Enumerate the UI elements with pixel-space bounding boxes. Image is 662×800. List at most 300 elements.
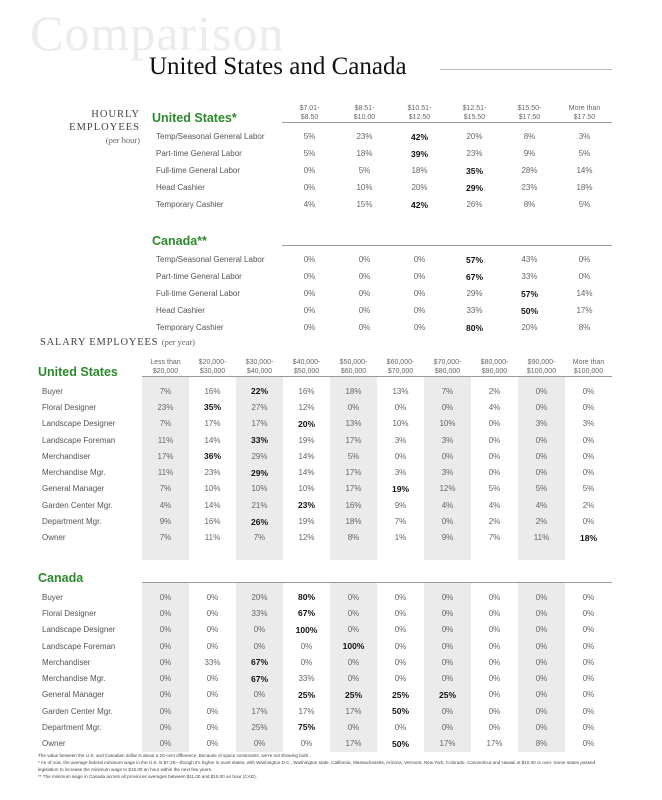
table-cell: 3% [578,132,591,141]
row-label: Part-time General Labor [156,272,242,281]
table-cell [392,196,447,213]
table-cell: 10% [298,484,315,494]
row-label: Buyer [42,592,63,602]
column-header [565,560,612,583]
table-cell: 0% [518,654,565,670]
table-cell: 5% [330,448,377,464]
table-cell: 0% [488,641,501,651]
table-cell: 0% [413,323,426,332]
table-cell: 20% [521,323,538,332]
table-cell: 11% [204,533,221,543]
column-header [471,560,518,583]
us-section-title: United States [38,365,118,379]
table-row [38,481,612,497]
table-cell [283,719,330,735]
table-cell: 7% [142,416,189,432]
column-header: $90,000- $100,000 [526,359,557,375]
footnotes [38,752,614,780]
table-cell: 3% [394,468,407,478]
table-cell: 33% [298,674,315,684]
table-cell: 0% [142,670,189,686]
table-cell: 0% [394,641,407,651]
us-section-title: United States* [152,111,237,125]
table-cell: 0% [578,255,591,264]
row-label: Merchandiser [42,451,91,461]
row-label: Department Mgr. [42,722,102,732]
table-cell: 0% [413,306,426,315]
table-row [38,654,612,670]
table-cell [377,703,424,719]
table-cell: 0% [303,323,316,332]
table-cell: 10% [236,481,283,497]
ca-section-title: Canada [38,570,84,585]
table-cell: 0% [303,166,316,175]
table-cell: 14% [298,468,315,478]
table-cell: 27% [236,399,283,415]
column-header [282,223,337,246]
highlight-value: 75% [297,722,315,733]
table-cell: 0% [488,706,501,716]
table-cell: 0% [582,706,595,716]
hourly-label-sub: (per hour) [105,135,140,145]
table-cell: 14% [576,166,593,175]
table-cell: 0% [424,670,471,686]
row-label: Part-time General Labor [156,149,242,158]
table-cell: 0% [488,674,501,684]
table-cell: 0% [518,383,565,399]
table-row [38,589,612,605]
highlight-value: 50% [391,706,409,717]
table-cell: 0% [582,641,595,651]
table-cell: 5% [303,132,316,141]
table-cell: 23% [204,468,221,478]
table-row [38,448,612,464]
table-cell: 0% [582,722,595,732]
column-header [142,560,189,583]
row-label: General Manager [42,484,105,494]
table-cell: 7% [142,481,189,497]
table-cell: 4% [488,402,501,412]
table-cell: 0% [300,657,313,667]
column-header: $40,000- $50,000 [292,359,321,375]
gap-cell [330,546,377,560]
table-cell: 43% [521,255,538,264]
table-row [38,530,612,546]
ca-header-row [152,223,612,246]
table-cell: 4% [142,497,189,513]
table-cell: 0% [582,657,595,667]
table-cell: 7% [142,383,189,399]
table-cell: 0% [413,255,426,264]
gap-cell [38,546,142,560]
table-cell: 23% [466,149,483,158]
table-cell [392,128,447,145]
column-header [189,560,236,583]
table-cell [447,268,502,285]
salary-table [38,354,612,752]
highlight-value: 57% [520,288,538,299]
ca-section-title: Canada** [152,234,207,248]
table-cell [189,448,236,464]
table-cell: 0% [394,674,407,684]
table-cell: 0% [582,386,595,396]
table-cell: 0% [206,674,219,684]
table-cell: 8% [523,200,536,209]
highlight-value: 50% [520,305,538,316]
table-cell: 0% [424,638,471,654]
table-cell: 33% [236,605,283,621]
table-cell: 0% [206,706,219,716]
table-cell: 20% [411,183,428,192]
column-header [518,560,565,583]
table-cell: 9% [424,530,471,546]
table-cell: 5% [518,481,565,497]
gap-cell [189,546,236,560]
table-cell: 11% [518,530,565,546]
table-cell: 0% [582,625,595,635]
table-cell: 0% [488,592,501,602]
table-cell [502,285,557,302]
table-cell: 5% [358,166,371,175]
table-cell: 0% [518,719,565,735]
row-label: Merchandiser [42,657,91,667]
table-cell: 0% [394,722,407,732]
highlight-value: 42% [410,131,428,142]
highlight-value: 33% [250,435,268,446]
title-rule [440,69,612,70]
table-row [152,179,612,196]
table-cell: 0% [488,468,501,478]
table-cell: 0% [582,517,595,527]
table-cell: 0% [206,625,219,635]
table-cell: 0% [394,592,407,602]
table-cell: 23% [521,183,538,192]
table-row [38,622,612,638]
table-cell: 13% [330,416,377,432]
table-row [38,383,612,399]
table-cell [236,513,283,529]
table-cell: 7% [488,533,501,543]
table-cell [236,383,283,399]
row-label: Buyer [42,386,63,396]
table-cell: 3% [424,464,471,480]
column-header [392,223,447,246]
table-cell: 0% [303,183,316,192]
highlight-value: 18% [579,532,597,543]
salary-section-label [40,337,195,348]
highlight-value: 39% [410,148,428,159]
table-cell: 0% [206,592,219,602]
table-cell: 0% [330,605,377,621]
table-row [38,464,612,480]
table-cell: 0% [518,432,565,448]
table-cell: 0% [582,608,595,618]
table-cell: 18% [411,166,428,175]
table-cell: 29% [466,289,483,298]
row-label: Owner [42,739,66,749]
table-cell: 0% [142,719,189,735]
table-cell: 18% [356,149,373,158]
table-row [152,319,612,336]
row-label: Temp/Seasonal General Labor [156,132,265,141]
highlight-value: 80% [297,592,315,603]
table-cell: 17% [330,481,377,497]
highlight-value: 100% [295,624,318,635]
column-header [236,560,283,583]
table-row [152,302,612,319]
table-cell: 0% [303,255,316,264]
salary-label-sub: (per year) [161,337,196,347]
row-label: Landscape Foreman [42,435,116,445]
table-row [152,162,612,179]
table-cell: 14% [204,500,221,510]
table-cell: 0% [358,255,371,264]
table-cell: 0% [582,674,595,684]
table-cell: 17% [330,703,377,719]
table-cell: 18% [576,183,593,192]
table-cell: 0% [424,589,471,605]
table-cell: 9% [394,500,407,510]
gap-cell [424,546,471,560]
table-cell: 18% [330,383,377,399]
table-cell: 0% [578,272,591,281]
table-cell: 8% [330,530,377,546]
spacer-cell [152,213,282,223]
table-cell: 0% [582,435,595,445]
highlight-value: 25% [438,689,456,700]
row-label: Temporary Cashier [156,323,224,332]
table-cell: 0% [330,670,377,686]
column-header [502,223,557,246]
table-cell: 3% [394,435,407,445]
row-label: Merchandise Mgr. [42,468,106,478]
table-row [38,399,612,415]
row-label: Garden Center Mgr. [42,500,113,510]
column-header: $30,000- $40,000 [245,359,274,375]
table-cell [283,416,330,432]
row-label: Owner [42,533,66,543]
table-cell: 0% [488,690,501,700]
highlight-value: 25% [344,689,362,700]
table-cell: 0% [142,687,189,703]
table-cell: 0% [236,736,283,752]
column-header: $50,000- $60,000 [339,359,368,375]
gap-cell [518,546,565,560]
table-row [38,513,612,529]
highlight-value: 20% [297,418,315,429]
table-cell: 0% [358,306,371,315]
table-cell: 14% [298,451,315,461]
table-cell: 0% [518,464,565,480]
table-cell: 26% [466,200,483,209]
table-cell: 0% [300,739,313,749]
table-cell: 17% [204,419,221,429]
table-cell: 0% [330,622,377,638]
column-header: $80,000- $90,000 [480,359,509,375]
gap-cell [142,546,189,560]
row-label: Head Cashier [156,183,205,192]
row-label: Merchandise Mgr. [42,674,106,684]
table-cell: 7% [236,530,283,546]
row-label: Temporary Cashier [156,200,224,209]
table-cell: 12% [424,481,471,497]
table-cell: 25% [236,719,283,735]
table-cell [283,687,330,703]
table-row [38,687,612,703]
table-cell [392,145,447,162]
gap-cell [565,546,612,560]
table-cell [236,670,283,686]
table-cell: 0% [303,289,316,298]
row-label: Landscape Designer [42,419,116,429]
table-cell: 12% [298,402,315,412]
page-title: United States and Canada [149,53,407,80]
row-label: Landscape Designer [42,625,116,635]
highlight-value: 29% [250,467,268,478]
table-cell [330,638,377,654]
table-cell: 2% [488,517,501,527]
table-cell: 4% [424,497,471,513]
table-cell: 0% [424,654,471,670]
table-cell [424,687,471,703]
table-cell: 10% [204,484,221,494]
table-row [152,128,612,145]
row-label: Landscape Foreman [42,641,116,651]
table-cell: 0% [582,739,595,749]
table-cell: 21% [236,497,283,513]
table-cell: 3% [424,432,471,448]
gap-cell [471,546,518,560]
table-cell: 29% [236,448,283,464]
table-cell: 0% [488,657,501,667]
footnote-us-wage: * As of now, the average federal minimum wage in the U.S. is $7.25—though it's higher in most states, with Washington D.C., Washington state, California, Massachusetts, Arizona, Vermont, New York, Colorado, Connecticut and Hawaii at $10.00 or over. Some states passed legislation to increase the minimum wage to $15.00 an hour within the next few years. [38,760,596,772]
table-cell: 0% [358,323,371,332]
table-cell: 16% [204,517,221,527]
column-header: $60,000- $70,000 [386,359,415,375]
table-row [38,416,612,432]
table-cell: 0% [330,399,377,415]
table-cell: 5% [578,149,591,158]
table-cell: 0% [424,622,471,638]
table-row [38,605,612,621]
table-cell: 0% [142,703,189,719]
table-cell [447,162,502,179]
table-cell [330,687,377,703]
table-cell: 18% [330,513,377,529]
table-cell: 0% [303,306,316,315]
table-cell: 28% [521,166,538,175]
table-cell: 0% [518,448,565,464]
highlight-value: 35% [465,165,483,176]
table-cell: 0% [424,399,471,415]
highlight-value: 22% [250,386,268,397]
table-cell: 0% [424,513,471,529]
column-header [447,223,502,246]
table-cell: 5% [582,484,595,494]
table-cell [377,736,424,752]
table-cell: 11% [142,464,189,480]
table-cell: 13% [392,386,409,396]
us-header-row [38,354,612,377]
table-cell [283,497,330,513]
highlight-value: 36% [203,451,221,462]
table-cell: 2% [518,513,565,529]
table-cell: 8% [518,736,565,752]
column-header: $10.51- $12.50 [407,105,432,121]
table-cell: 17% [576,306,593,315]
highlight-value: 19% [391,483,409,494]
table-cell: 16% [330,497,377,513]
table-cell: 10% [424,416,471,432]
table-cell: 17% [330,736,377,752]
table-row [38,497,612,513]
table-cell: 0% [142,589,189,605]
column-header [424,560,471,583]
row-label: Temp/Seasonal General Labor [156,255,265,264]
table-cell: 19% [298,517,315,527]
table-cell [189,399,236,415]
table-cell: 0% [518,589,565,605]
table-cell: 0% [582,468,595,478]
table-cell: 0% [394,625,407,635]
table-cell: 0% [206,739,219,749]
table-cell: 0% [488,608,501,618]
table-cell: 17% [486,739,503,749]
table-cell: 10% [356,183,373,192]
table-cell: 16% [204,386,221,396]
table-cell: 5% [578,200,591,209]
table-cell: 0% [518,399,565,415]
table-cell: 8% [578,323,591,332]
table-cell: 3% [518,416,565,432]
gap-cell [377,546,424,560]
table-cell: 0% [488,722,501,732]
gap-cell [283,546,330,560]
column-header: More than $100,000 [572,359,605,375]
table-cell: 0% [142,622,189,638]
table-cell: 33% [204,657,221,667]
column-header [377,560,424,583]
highlight-value: 100% [342,641,365,651]
row-label: Floral Designer [42,402,97,412]
table-cell: 15% [356,200,373,209]
table-cell: 0% [582,402,595,412]
table-row [38,703,612,719]
table-cell: 0% [582,451,595,461]
highlight-value: 23% [297,500,315,511]
table-cell: 4% [303,200,316,209]
table-cell: 1% [394,533,407,543]
highlight-value: 80% [465,322,483,333]
table-cell: 17% [330,464,377,480]
table-cell: 0% [518,687,565,703]
table-cell: 0% [236,687,283,703]
table-cell: 0% [358,289,371,298]
table-cell: 0% [206,641,219,651]
table-cell: 0% [330,589,377,605]
table-cell: 4% [518,497,565,513]
highlight-value: 57% [465,254,483,265]
highlight-value: 42% [410,199,428,210]
table-cell: 0% [358,272,371,281]
table-cell: 0% [142,654,189,670]
table-cell [447,179,502,196]
row-label: Full-time General Labor [156,166,241,175]
table-cell [377,481,424,497]
table-cell: 0% [424,605,471,621]
column-header: $7.01- $8.50 [299,105,320,121]
column-header: $20,000- $30,000 [198,359,227,375]
